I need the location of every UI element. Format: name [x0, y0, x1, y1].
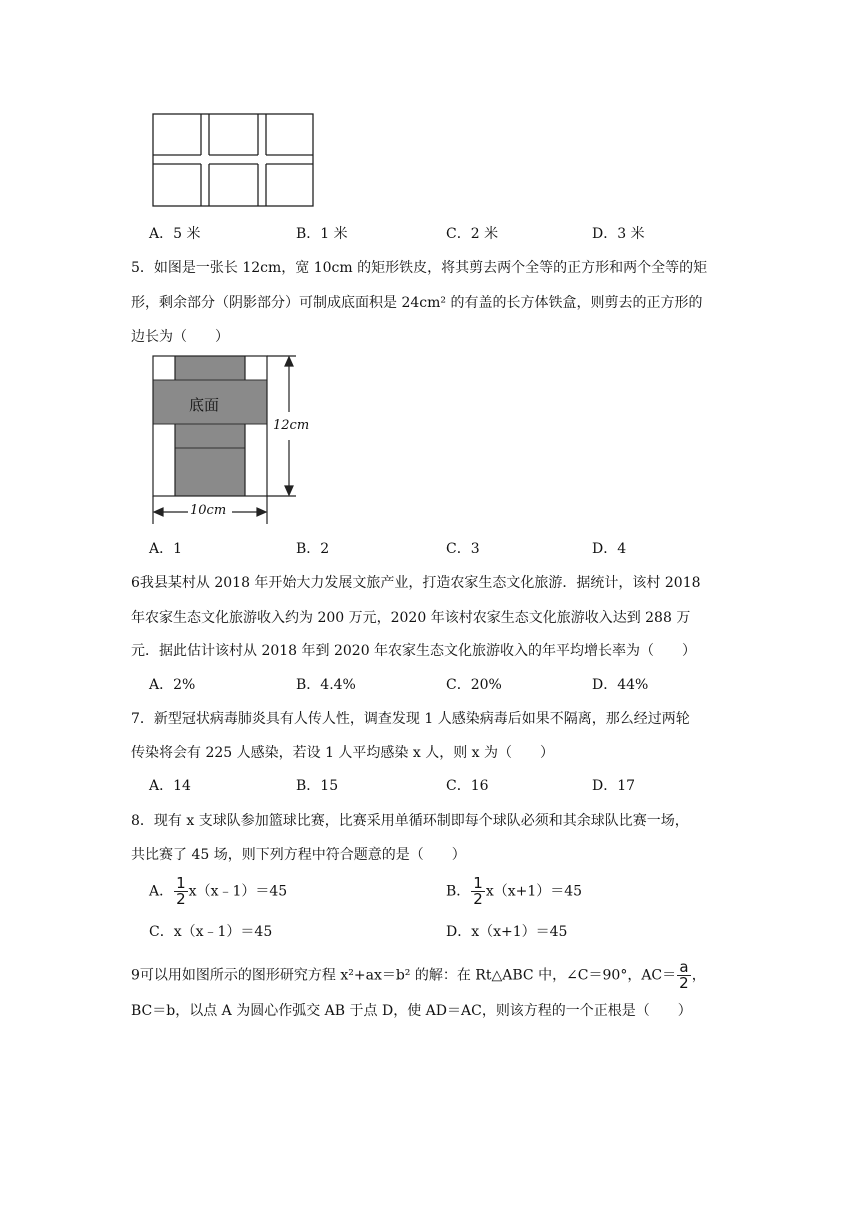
q8-option-b-prefix: B． — [446, 883, 471, 900]
q7-option-c: C．16 — [446, 778, 489, 794]
q5-option-b: B．2 — [296, 541, 330, 557]
q8-text-line-2: 共比赛了 45 场，则下列方程中符合题意的是（ ） — [131, 847, 466, 863]
q5-figure — [148, 354, 318, 526]
q5-text-line-1: 5．如图是一张长 12cm，宽 10cm 的矩形铁皮，将其剪去两个全等的正方形和两个全等的矩 — [131, 260, 708, 276]
q9-text-line-1 — [131, 960, 706, 991]
q5-option-d: D．4 — [592, 541, 627, 557]
q9-text-line-2: BC＝b，以点 A 为圆心作弧交 AB 于点 D，使 AD＝AC，则该方程的一个正根是（ ） — [131, 1003, 692, 1019]
q9-line-1-start: 9可以用如图所示的图形研究方程 x²+ax＝b² 的解：在 Rt△ABC 中，∠C＝90°，AC＝ — [131, 967, 677, 984]
q4-option-c: C．2 米 — [446, 226, 499, 242]
q5-option-c: C．3 — [446, 541, 480, 557]
q5-height-label: 12cm — [273, 418, 310, 433]
q6-option-b: B．4.4% — [296, 677, 356, 693]
q8-option-a-prefix: A． — [149, 883, 174, 900]
q6-option-c: C．20% — [446, 677, 502, 693]
q4-option-b: B．1 米 — [296, 226, 348, 242]
q8-option-a-fraction — [174, 876, 188, 907]
q7-option-b: B．15 — [296, 778, 339, 794]
q6-text-line-2: 年农家生态文化旅游收入约为 200 万元，2020 年该村农家生态文化旅游收入达到 288 万 — [131, 610, 691, 626]
q8-option-b — [446, 876, 582, 907]
q6-option-d: D．44% — [592, 677, 649, 693]
q7-option-d: D．17 — [592, 778, 636, 794]
fraction-denominator: 2 — [176, 890, 186, 908]
q7-text-line-1: 7．新型冠状病毒肺炎具有人传人性，调查发现 1 人感染病毒后如果不隔离，那么经过两轮 — [131, 711, 690, 727]
fraction-denominator: 2 — [473, 890, 483, 908]
q7-option-a: A．14 — [149, 778, 191, 794]
q5-text-line-3: 边长为（ ） — [131, 329, 229, 345]
q9-fraction — [677, 960, 691, 991]
q8-option-b-tail: x（x+1）＝45 — [485, 883, 583, 900]
q8-option-c: C．x（x﹣1）＝45 — [149, 924, 273, 940]
fraction-numerator: 1 — [473, 874, 483, 892]
q8-option-d: D．x（x+1）＝45 — [446, 924, 568, 940]
q8-option-a-tail: x（x﹣1）＝45 — [188, 883, 288, 900]
q4-figure — [151, 112, 316, 208]
q4-option-d: D．3 米 — [592, 226, 645, 242]
q6-text-line-1: 6我县某村从 2018 年开始大力发展文旅产业，打造农家生态文化旅游．据统计，该村 2018 — [131, 575, 701, 591]
q8-option-b-fraction — [471, 876, 485, 907]
q5-option-a: A．1 — [149, 541, 183, 557]
q8-text-line-1: 8．现有 x 支球队参加篮球比赛，比赛采用单循环制即每个球队必须和其余球队比赛一场， — [131, 813, 689, 829]
q9-line-1-end: ， — [691, 967, 706, 984]
q7-text-line-2: 传染将会有 225 人感染，若设 1 人平均感染 x 人，则 x 为（ ） — [131, 745, 555, 761]
q5-base-label: 底面 — [189, 396, 220, 414]
q5-width-label: 10cm — [190, 503, 227, 518]
q6-text-line-3: 元．据此估计该村从 2018 年到 2020 年农家生态文化旅游收入的年平均增长率为（ ） — [131, 643, 697, 659]
q6-option-a: A．2% — [149, 677, 196, 693]
q4-option-a: A．5 米 — [149, 226, 201, 242]
q8-option-a — [149, 876, 287, 907]
fraction-numerator: a — [677, 960, 691, 976]
fraction-denominator: 2 — [679, 974, 689, 992]
fraction-numerator: 1 — [176, 874, 186, 892]
q5-text-line-2: 形，剩余部分（阴影部分）可制成底面积是 24cm² 的有盖的长方体铁盒，则剪去的正方形的 — [131, 295, 703, 311]
